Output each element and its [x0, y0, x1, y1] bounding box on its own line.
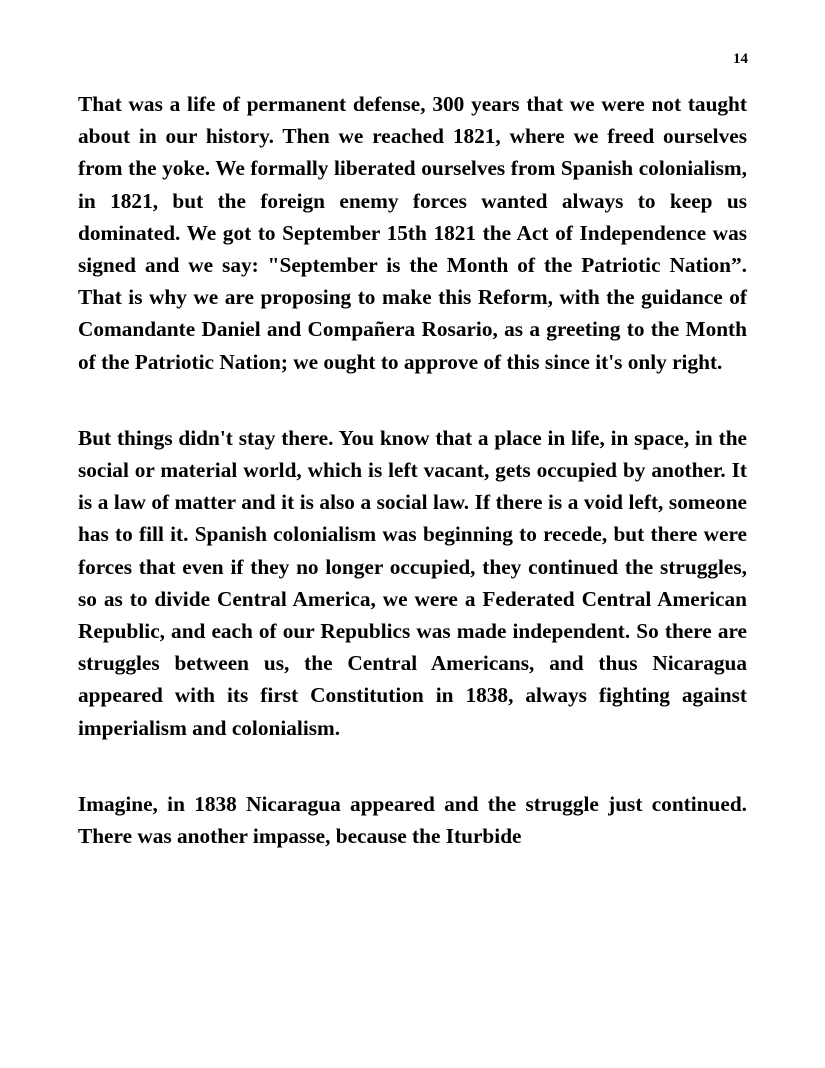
page-number: 14 [733, 51, 748, 67]
paragraph-2: But things didn't stay there. You know that a place in life, in space, in the social or material world, which is left vacant, gets occupied by another. It is a law of matter and it is also a social law. If there is a void left, someone has to fill it. Spanish colonialism was beginning to recede, but there were forces that even if they no longer occupied, they continued the struggles, so as to divide Central America, we were a Federated Central American Republic, and each of our Republics was made independent. So there are struggles between us, the Central Americans, and thus Nicaragua appeared with its first Constitution in 1838, always fighting against imperialism and colonialism. [78, 425, 747, 740]
paragraph-3: Imagine, in 1838 Nicaragua appeared and the struggle just continued. There was another impasse, because the Iturbide [78, 791, 747, 849]
body-text [78, 88, 747, 896]
paragraph-1: That was a life of permanent defense, 300 years that we were not taught about in our history. Then we reached 1821, where we freed ourselves from the yoke. We formally liberated ourselves from Spanish colonialism, in 1821, but the foreign enemy forces wanted always to keep us dominated. We got to September 15th 1821 the Act of Independence was signed and we say: "September is the Month of the Patriotic Nation”. That is why we are proposing to make this Reform, with the guidance of Comandante Daniel and Compañera Rosario, as a greeting to the Month of the Patriotic Nation; we ought to approve of this since it's only right. [78, 92, 747, 374]
